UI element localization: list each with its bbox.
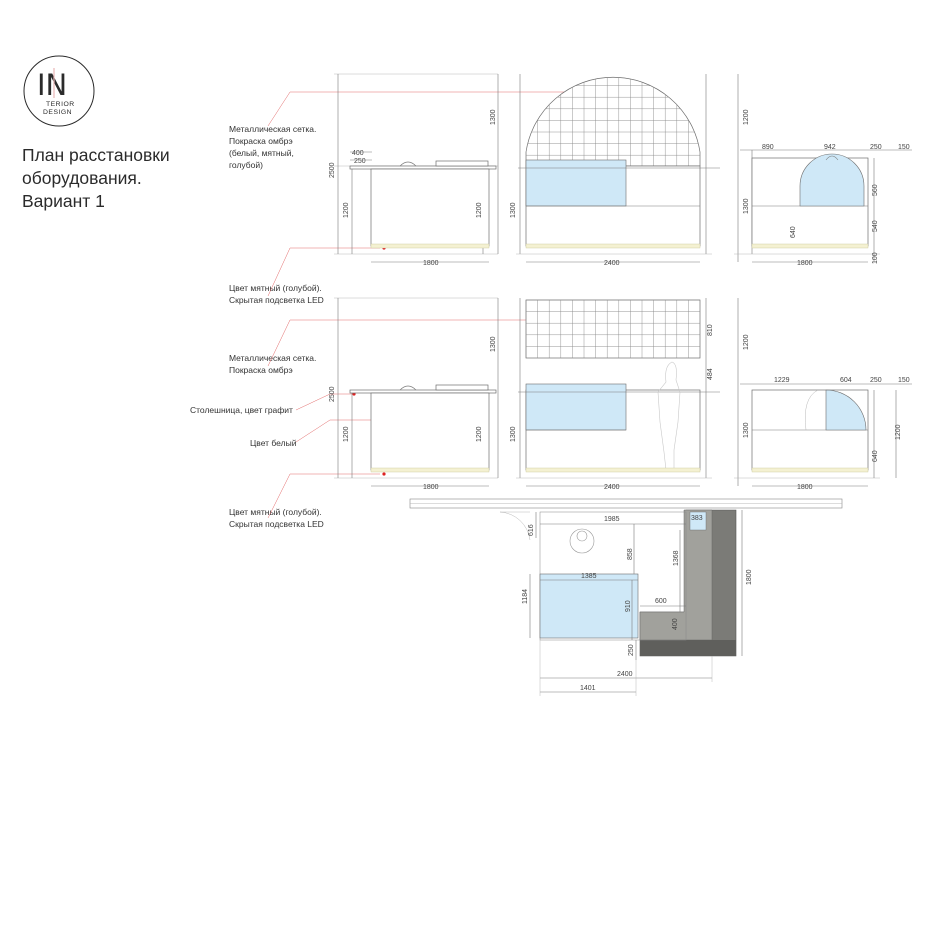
rectangular-mesh-panel — [526, 300, 700, 358]
dim-label: 1184 — [522, 588, 529, 604]
countertop — [350, 390, 496, 393]
dim-label: 400 — [352, 150, 364, 157]
dim-label: 2500 — [329, 162, 336, 178]
dim-label: 1368 — [673, 550, 680, 566]
counter-body — [371, 393, 489, 470]
dim-label: 600 — [655, 598, 667, 605]
counter-body — [371, 169, 489, 246]
note-white: Цвет белый — [250, 438, 297, 448]
dim-label: 1985 — [604, 516, 620, 523]
graphite-counter-front — [640, 640, 736, 656]
dim-label: 910 — [625, 600, 632, 612]
dim-label: 1385 — [581, 573, 597, 580]
dim-label: 1229 — [774, 377, 790, 384]
dim-label: 616 — [528, 524, 535, 536]
dim-label: 1800 — [797, 484, 813, 491]
leader-countertop — [296, 394, 354, 410]
dim-label: 1300 — [490, 109, 497, 125]
dim-label: 1401 — [580, 685, 596, 692]
dim-label: 1800 — [423, 484, 439, 491]
dim-label: 383 — [691, 515, 703, 522]
coffee-machine-outline — [400, 162, 416, 166]
display-case-blue — [526, 384, 626, 430]
dim-label: 640 — [790, 226, 797, 238]
countertop — [350, 166, 496, 169]
dim-label: 604 — [840, 377, 852, 384]
dim-label: 2400 — [604, 484, 620, 491]
elevation-row1-left — [329, 74, 498, 267]
dim-label: 100 — [872, 252, 879, 264]
elevation-row2-middle — [510, 298, 720, 491]
elevation-row1-middle — [510, 74, 720, 267]
dim-label: 250 — [870, 377, 882, 384]
note-mesh-1-line-4: голубой) — [229, 160, 263, 170]
led-strip — [371, 244, 489, 248]
dim-label: 1200 — [743, 334, 750, 350]
dim-label: 942 — [824, 144, 836, 151]
title-line-1: План расстановки — [22, 145, 170, 165]
note-countertop: Столешница, цвет графит — [190, 405, 293, 415]
dim-label: 810 — [707, 324, 714, 336]
dim-label: 1200 — [343, 426, 350, 442]
marker-dot — [382, 472, 385, 475]
dim-label: 250 — [354, 158, 366, 165]
dim-label: 250 — [628, 644, 635, 656]
dim-label: 150 — [898, 144, 910, 151]
company-logo — [24, 56, 94, 126]
dim-label: 890 — [762, 144, 774, 151]
note-mesh-2-line-1: Металлическая сетка. — [229, 353, 317, 363]
dim-label: 1300 — [510, 426, 517, 442]
display-case-blue — [526, 160, 626, 206]
note-led-1-line-2: Скрытая подсветка LED — [229, 295, 324, 305]
note-mesh-1-line-2: Покраска омбрэ — [229, 136, 293, 146]
dim-label: 1800 — [423, 260, 439, 267]
elevation-row2-right — [734, 298, 912, 491]
dim-label: 1300 — [743, 422, 750, 438]
dim-label: 2400 — [617, 671, 633, 678]
note-mesh-1-line-1: Металлическая сетка. — [229, 124, 317, 134]
dim-label: 400 — [672, 618, 679, 630]
dim-label: 2400 — [604, 260, 620, 267]
plan-display-case — [540, 574, 638, 638]
dim-label: 250 — [870, 144, 882, 151]
door-swing — [500, 512, 530, 540]
note-mesh-1-line-3: (белый, мятный, — [229, 148, 294, 158]
dim-label: 1300 — [743, 198, 750, 214]
dim-label: 1200 — [343, 202, 350, 218]
led-strip — [526, 244, 700, 248]
sheet-title — [22, 145, 170, 211]
led-strip — [752, 468, 868, 472]
callout-notes — [190, 124, 324, 529]
dim-label: 2500 — [329, 386, 336, 402]
elevation-row1-right — [734, 74, 912, 267]
note-led-2-line-2: Скрытая подсветка LED — [229, 519, 324, 529]
dim-label: 560 — [872, 184, 879, 196]
equipment-outline — [436, 161, 488, 166]
dim-label: 540 — [872, 220, 879, 232]
dim-label: 1200 — [895, 424, 902, 440]
logo-line1: TERIOR — [46, 101, 75, 108]
title-line-2: оборудования. — [22, 168, 142, 188]
dim-label: 1300 — [510, 202, 517, 218]
led-strip — [752, 244, 868, 248]
dim-label: 1200 — [476, 426, 483, 442]
note-led-1-line-1: Цвет мятный (голубой). — [229, 283, 322, 293]
dim-label: 858 — [627, 548, 634, 560]
dim-label: 1200 — [743, 109, 750, 125]
dim-label: 484 — [707, 368, 714, 380]
title-line-3: Вариант 1 — [22, 191, 105, 211]
note-mesh-2-line-2: Покраска омбрэ — [229, 365, 293, 375]
dim-label: 1800 — [746, 569, 753, 585]
logo-line2: DESIGN — [43, 109, 73, 116]
dim-label: 1300 — [490, 336, 497, 352]
arched-mesh-panel — [526, 77, 700, 166]
led-strip — [526, 468, 700, 472]
dim-label: 1800 — [797, 260, 813, 267]
dim-label: 640 — [872, 450, 879, 462]
dim-label: 1200 — [476, 202, 483, 218]
led-strip — [371, 468, 489, 472]
note-led-2-line-1: Цвет мятный (голубой). — [229, 507, 322, 517]
equipment-outline — [436, 385, 488, 390]
floor-plan — [410, 499, 842, 696]
dim-label: 150 — [898, 377, 910, 384]
logo-mark: IN — [37, 68, 68, 102]
